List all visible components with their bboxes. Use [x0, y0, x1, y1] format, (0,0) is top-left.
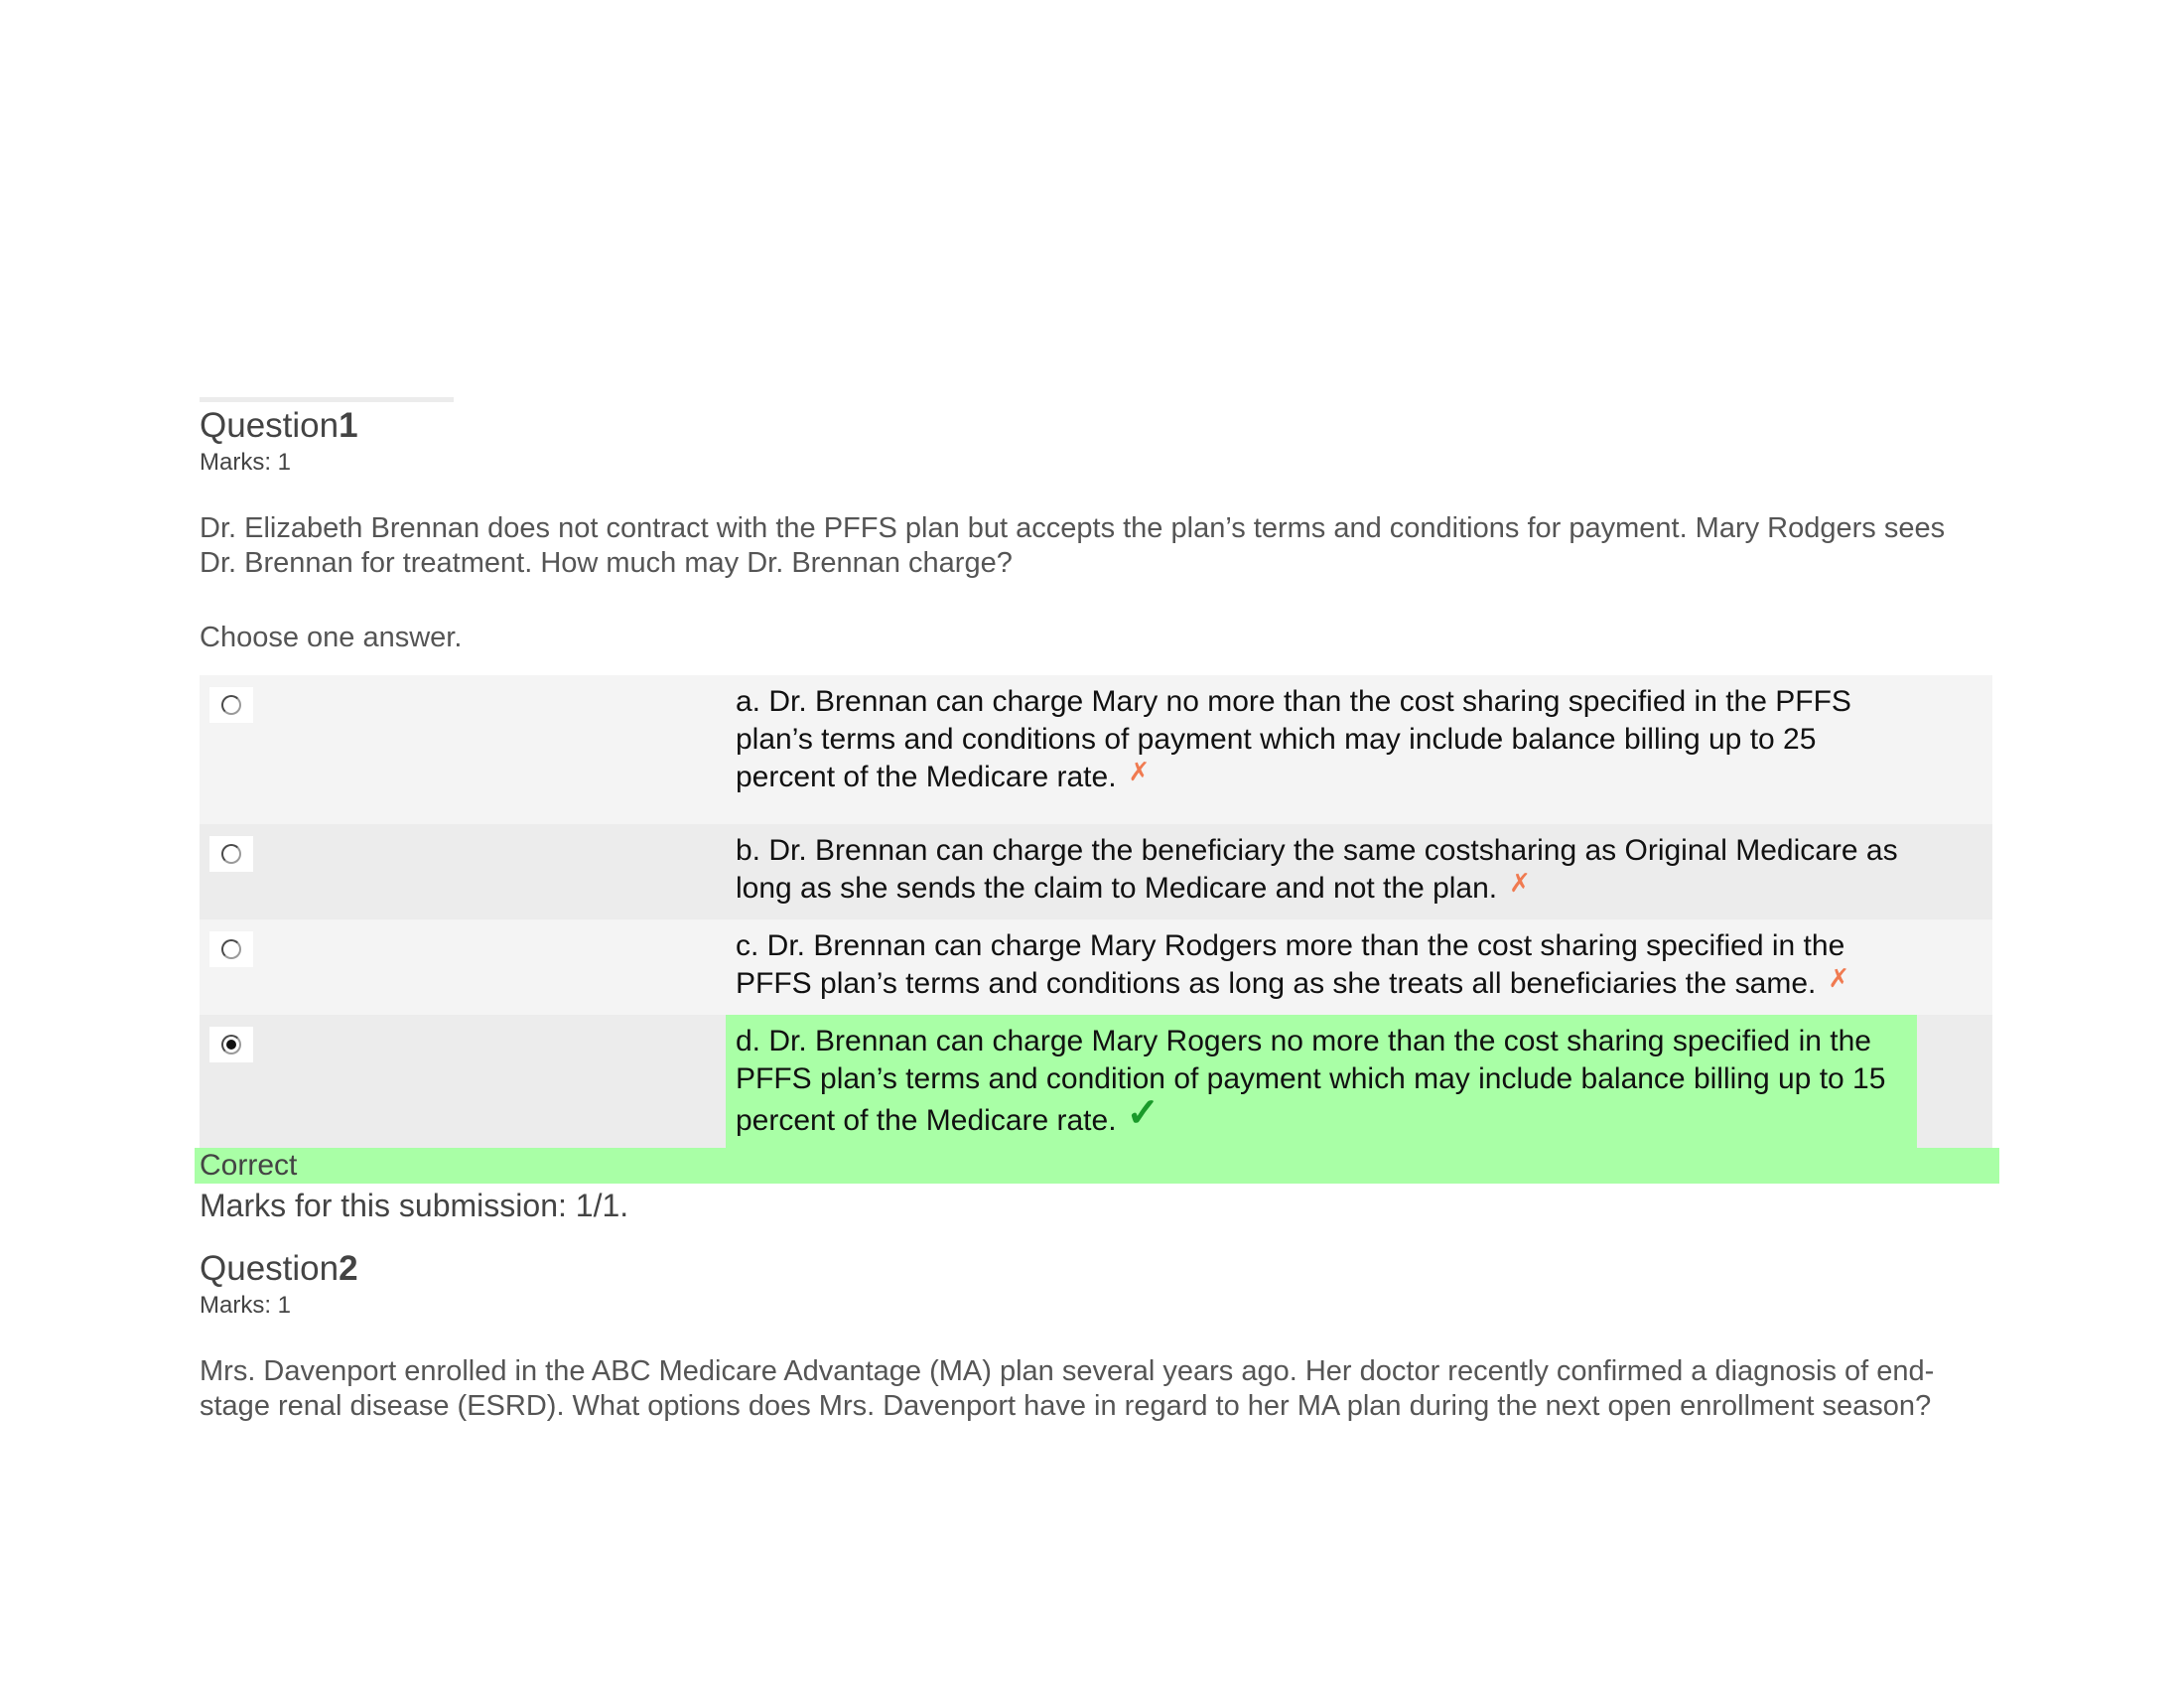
answer-option-b[interactable]	[200, 824, 1992, 919]
answer-options	[200, 675, 1992, 1148]
question-2	[200, 1247, 1996, 1424]
question-1	[200, 404, 1996, 1225]
x-mark-icon: ✗	[1128, 757, 1151, 786]
correct-feedback-banner: Correct	[195, 1148, 1999, 1184]
radio-button-a[interactable]	[221, 695, 241, 715]
marks-for-submission: Marks for this submission: 1/1.	[200, 1188, 629, 1223]
question-1-text: Dr. Elizabeth Brennan does not contract with the PFFS plan but accepts the plan’s terms and conditions for payment. Mary Rodgers sees Dr. Brennan for treatment. How much may Dr. Brennan charge?	[200, 512, 1946, 579]
answer-option-c[interactable]	[200, 919, 1992, 1015]
question-1-number: 1	[339, 406, 358, 445]
answer-label-d[interactable]: d. Dr. Brennan can charge Mary Rogers no more than the cost sharing specified in the PFFS plan’s terms and condition of payment which may include balance billing up to 15 percent of the Medicare rate. ✓	[726, 1015, 1917, 1148]
answer-option-d[interactable]	[200, 1015, 1992, 1148]
question-1-marks: Marks: 1	[200, 449, 292, 476]
answer-prompt: Choose one answer.	[200, 622, 463, 653]
answer-label-c[interactable]: c. Dr. Brennan can charge Mary Rodgers more than the cost sharing specified in the PFFS plan’s terms and conditions as long as she treats all beneficiaries the same. ✗	[736, 929, 1850, 1000]
radio-button-c[interactable]	[221, 939, 241, 959]
question-2-title: Question2	[200, 1249, 358, 1288]
radio-button-d-selected[interactable]	[221, 1035, 241, 1055]
radio-button-b[interactable]	[221, 844, 241, 864]
quiz-review-page	[200, 397, 1996, 1424]
header-divider	[200, 397, 454, 402]
answer-option-a[interactable]	[200, 675, 1992, 824]
question-2-text: Mrs. Davenport enrolled in the ABC Medicare Advantage (MA) plan several years ago. Her doctor recently confirmed a diagnosis of end-stage renal disease (ESRD). What options does Mrs. Davenport have in regard to her MA plan during the next open enrollment season?	[200, 1355, 1935, 1422]
answer-label-a[interactable]: a. Dr. Brennan can charge Mary no more than the cost sharing specified in the PFFS plan’s terms and conditions of payment which may include balance billing up to 25 percent of the Medicare rate. ✗	[736, 685, 1851, 793]
x-mark-icon: ✗	[1509, 868, 1531, 898]
question-2-marks: Marks: 1	[200, 1292, 292, 1319]
question-1-title: Question1	[200, 406, 358, 445]
x-mark-icon: ✗	[1828, 963, 1850, 993]
answer-label-b[interactable]: b. Dr. Brennan can charge the beneficiary the same costsharing as Original Medicare as long as she sends the claim to Medicare and not the plan. ✗	[736, 834, 1898, 905]
question-2-number: 2	[339, 1249, 358, 1288]
check-mark-icon: ✓	[1126, 1091, 1160, 1135]
